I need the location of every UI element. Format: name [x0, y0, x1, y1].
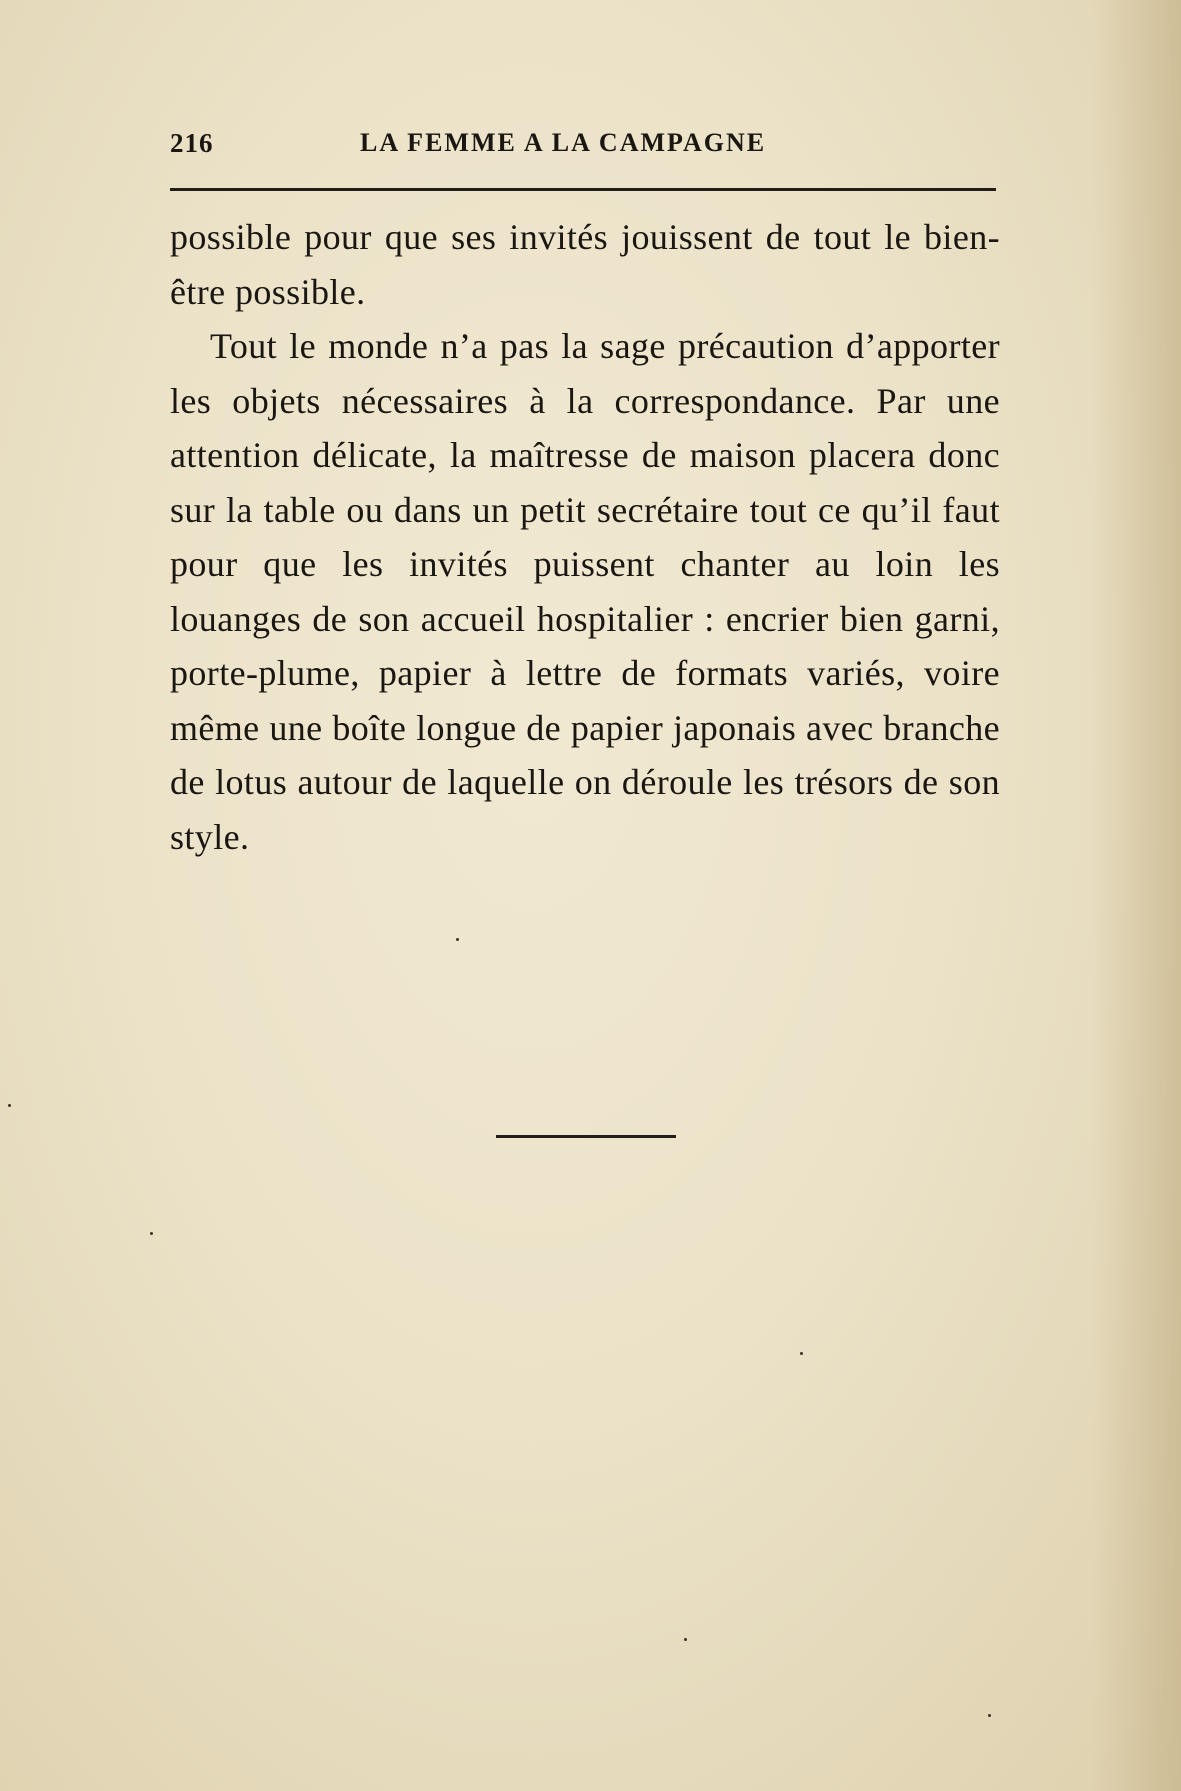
- paragraph: Tout le monde n’a pas la sage précaution d’apporter les objets nécessaires à la correspondance. Par une attention délicate, la maîtresse de maison placera donc sur la table ou dans un petit secrétaire tout ce qu’il faut pour que les invités puissent chanter au loin les louanges de son accueil hospitalier : encrier bien garni, porte-plume, papier à lettre de formats variés, voire même une boîte longue de papier japonais avec branche de lotus autour de laquelle on déroule les trésors de son style.: [170, 326, 1000, 857]
- header-rule: [170, 188, 996, 191]
- page-number: 216: [170, 128, 214, 158]
- paper-speck: [684, 1638, 687, 1641]
- paper-speck: [150, 1232, 153, 1235]
- body-text: [170, 210, 1000, 864]
- paragraph-continued: possible pour que ses invités jouissent de tout le bien-être possible.: [170, 217, 1000, 312]
- running-title: LA FEMME A LA CAMPAGNE: [360, 128, 767, 157]
- paper-speck: [800, 1352, 803, 1355]
- paper-speck: [456, 938, 459, 941]
- paper-speck: [988, 1714, 991, 1717]
- section-end-rule: [496, 1135, 676, 1138]
- running-head: [170, 128, 1000, 164]
- paper-speck: [8, 1104, 11, 1107]
